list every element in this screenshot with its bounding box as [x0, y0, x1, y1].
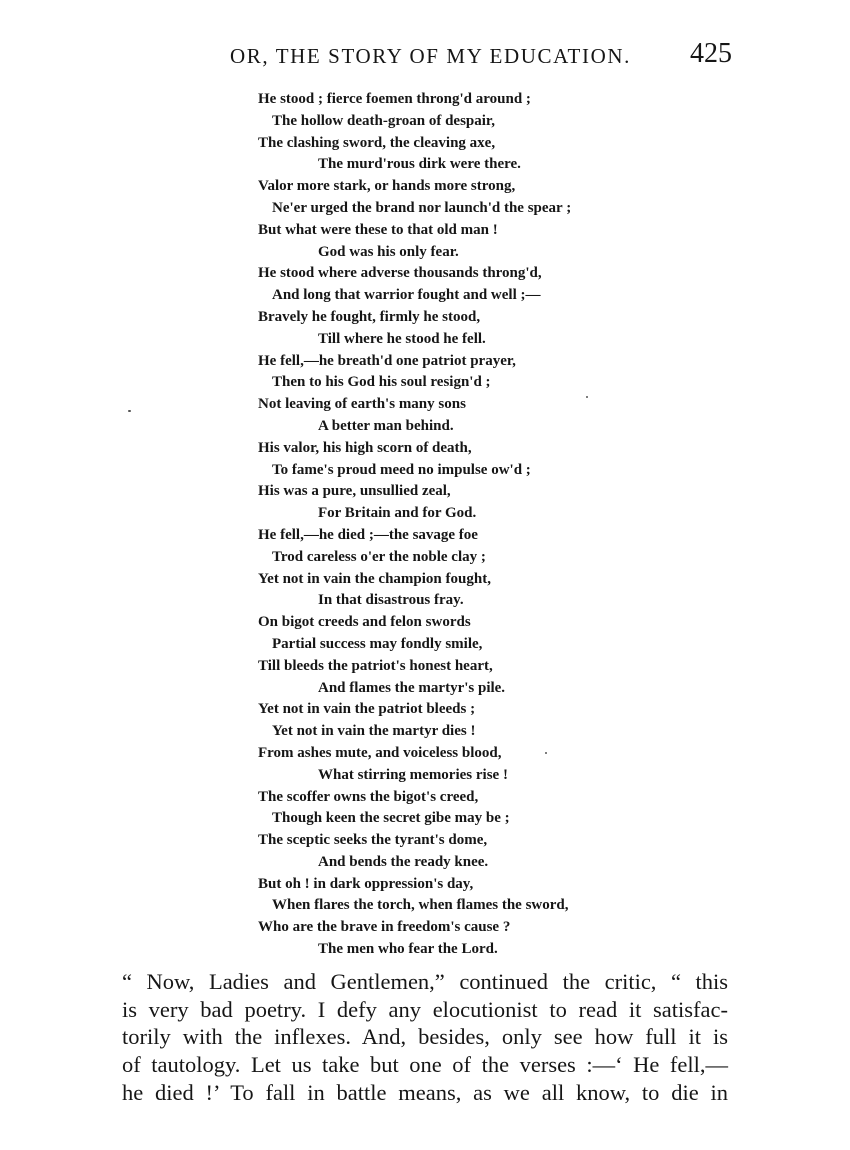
- poem-line: Yet not in vain the martyr dies !: [272, 723, 476, 740]
- poem-line: When flares the torch, when flames the sword,: [272, 897, 569, 914]
- poem-line: Bravely he fought, firmly he stood,: [258, 308, 481, 325]
- poem-line: The hollow death-groan of despair,: [272, 112, 495, 129]
- poem-line: Who are the brave in freedom's cause ?: [258, 919, 511, 936]
- poem-line: On bigot creeds and felon swords: [258, 614, 471, 631]
- poem-line: The murd'rous dirk were there.: [318, 156, 521, 173]
- poem-line: His valor, his high scorn of death,: [258, 439, 472, 456]
- prose-line: of tautology. Let us take but one of the verses :—‘ He fell,—: [122, 1052, 728, 1078]
- poem-line: A better man behind.: [318, 417, 454, 434]
- poem-line: Till where he stood he fell.: [318, 330, 486, 347]
- prose-paragraph: [122, 968, 728, 1107]
- poem-line: Trod careless o'er the noble clay ;: [272, 548, 486, 565]
- poem-line: Yet not in vain the patriot bleeds ;: [258, 701, 476, 718]
- poem-line: He fell,—he breath'd one patriot prayer,: [258, 352, 516, 369]
- print-speck: [128, 410, 131, 412]
- poem-line: The sceptic seeks the tyrant's dome,: [258, 832, 488, 849]
- poem-line: Then to his God his soul resign'd ;: [272, 374, 491, 391]
- poem: [0, 89, 850, 961]
- prose-line: he died !’ To fall in battle means, as we all know, to die in: [122, 1079, 728, 1105]
- prose-line: is very bad poetry. I defy any elocutionist to read it satisfac-: [122, 996, 728, 1022]
- running-title: OR, THE STORY OF MY EDUCATION.: [230, 44, 631, 68]
- poem-line: And flames the martyr's pile.: [318, 679, 506, 696]
- poem-line: Valor more stark, or hands more strong,: [258, 178, 516, 195]
- poem-line: He stood ; fierce foemen throng'd around ;: [258, 91, 531, 107]
- print-speck: [586, 396, 588, 398]
- poem-line: He stood where adverse thousands throng'd,: [258, 265, 542, 282]
- poem-line: For Britain and for God.: [318, 505, 477, 522]
- poem-line: From ashes mute, and voiceless blood,: [258, 744, 502, 761]
- page-number: 425: [690, 38, 732, 69]
- poem-line: And bends the ready knee.: [318, 853, 489, 870]
- poem-line: Till bleeds the patriot's honest heart,: [258, 657, 493, 674]
- poem-line: The scoffer owns the bigot's creed,: [258, 788, 479, 805]
- poem-line: Partial success may fondly smile,: [272, 635, 483, 652]
- poem-line: The clashing sword, the cleaving axe,: [258, 134, 496, 151]
- print-speck: [545, 752, 547, 754]
- poem-line: What stirring memories rise !: [318, 766, 508, 783]
- poem-line: Ne'er urged the brand nor launch'd the spear ;: [272, 199, 572, 216]
- poem-line: And long that warrior fought and well ;—: [272, 287, 541, 304]
- poem-line: God was his only fear.: [318, 243, 459, 260]
- poem-line: To fame's proud meed no impulse ow'd ;: [272, 461, 531, 478]
- poem-line: His was a pure, unsullied zeal,: [258, 483, 451, 500]
- poem-line: Yet not in vain the champion fought,: [258, 570, 491, 587]
- poem-line: But what were these to that old man !: [258, 221, 498, 238]
- poem-line: He fell,—he died ;—the savage foe: [258, 526, 478, 543]
- poem-line: Not leaving of earth's many sons: [258, 396, 466, 413]
- poem-line: Though keen the secret gibe may be ;: [272, 810, 510, 827]
- poem-line: The men who fear the Lord.: [318, 941, 498, 958]
- poem-line: But oh ! in dark oppression's day,: [258, 875, 474, 892]
- prose-line: torily with the inflexes. And, besides, only see how full it is: [122, 1024, 728, 1050]
- poem-line: In that disastrous fray.: [318, 592, 464, 609]
- prose-line: “ Now, Ladies and Gentlemen,” continued the critic, “ this: [122, 969, 728, 994]
- page-header: [0, 38, 850, 78]
